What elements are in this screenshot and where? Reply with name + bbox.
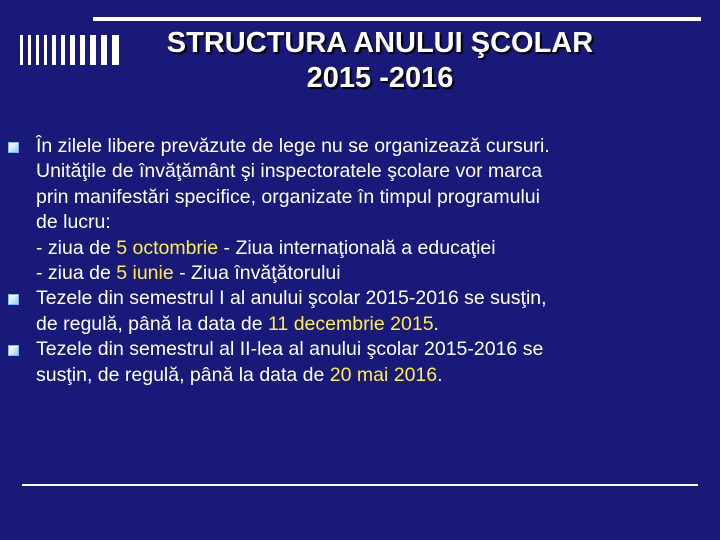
text-line: prin manifestări specifice, organizate în timpul programului [36,185,540,208]
square-bullet-icon [8,345,19,356]
text-line: de lucru: [36,211,111,234]
text-segment: . [437,363,443,386]
dash-text: - ziua de [36,262,117,285]
title-line-1: STRUCTURA ANULUI ŞCOLAR [166,27,594,59]
paragraph-holidays [8,134,714,286]
text-line: Tezele din semestrul al II-lea al anului şcolar 2015-2016 se [36,338,544,361]
text-segment: susţin, de regulă, până la data de [36,363,330,386]
dash-text: - ziua de [36,236,117,259]
paragraph-semester-1-exams [8,286,714,337]
event-text: - Ziua internaţională a educaţiei [218,236,496,259]
bottom-rule [22,484,698,486]
text-segment: . [433,312,439,335]
text-line [36,312,714,337]
text-line: Tezele din semestrul I al anului şcolar 2015-2016 se susţin, [36,287,547,310]
slide-title [100,26,660,96]
date-line-teacher-day [36,261,714,286]
highlight-date: 20 mai 2016 [329,363,438,386]
event-text: - Ziua învăţătorului [173,262,341,285]
text-segment: de regulă, până la data de [36,312,269,335]
paragraph-semester-2-exams [8,337,714,388]
text-line: În zilele libere prevăzute de lege nu se organizează cursuri. [36,135,550,157]
highlight-date: 5 octombrie [116,236,219,259]
title-line-2: 2015 -2016 [306,62,454,94]
square-bullet-icon [8,294,19,305]
slide-body [8,134,714,388]
top-rule [93,17,701,21]
date-line-education-day [36,236,714,261]
text-line [36,363,714,388]
text-line: Unităţile de învăţământ şi inspectoratele şcolare vor marca [36,160,543,183]
highlight-date: 11 decembrie 2015 [268,312,434,335]
square-bullet-icon [8,142,19,153]
highlight-date: 5 iunie [116,262,174,285]
